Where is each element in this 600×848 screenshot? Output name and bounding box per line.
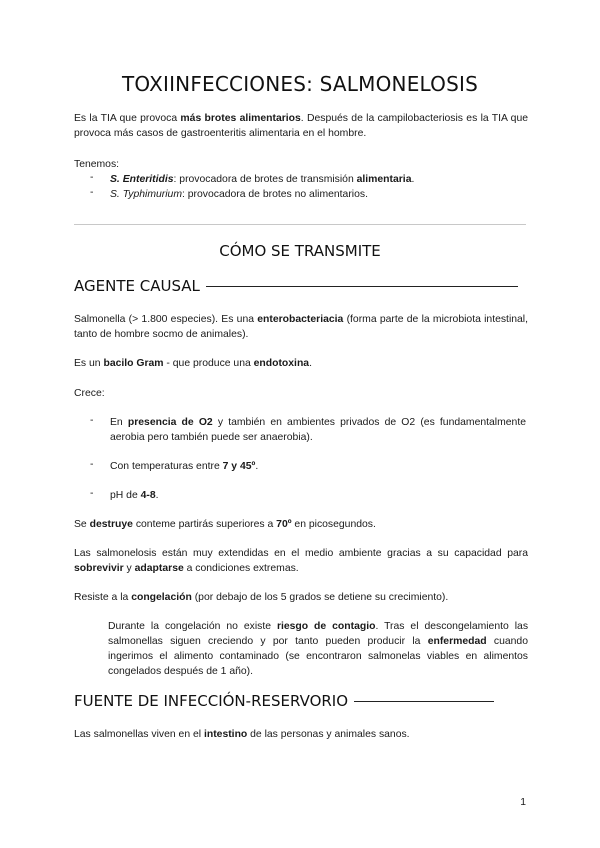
bold-text: alimentaria (356, 174, 412, 185)
text: . Después de la campilobacteriosis es la TIA que provoca más casos de gastroenteritis alimentaria en el hombre. (74, 113, 529, 139)
text: de las personas y animales sanos. (247, 729, 410, 740)
page-title: TOXIINFECCIONES: SALMONELOSIS (122, 72, 478, 96)
bullet-dash: - (90, 187, 94, 198)
bold-text: riesgo de contagio (276, 621, 376, 632)
species-name: S. Typhimurium (110, 189, 182, 200)
bold-text: presencia de O2 (127, 417, 213, 428)
agente-paragraph-3 (74, 517, 528, 532)
text: . (411, 174, 415, 185)
text: Salmonella (> 1.800 especies). Es una (74, 314, 258, 325)
heading-rule (206, 286, 518, 288)
tenemos-label: Tenemos: (74, 159, 120, 170)
text: En (110, 417, 128, 428)
text: Las salmonelosis están muy extendidas en el medio ambiente gracias a su capacidad para (74, 548, 528, 559)
bold-text: 4-8 (140, 490, 156, 501)
bullet-dash: - (90, 415, 94, 426)
heading-fuente-infeccion (74, 692, 534, 710)
list-item (0, 488, 600, 503)
bullet-dash: - (90, 172, 94, 183)
text: cuando ingerimos el alimento contaminado (se encontraron salmonelas viables en alimentos congelados después de 1 año). (108, 636, 528, 677)
text: Las salmonellas viven en el (74, 729, 204, 740)
text: : provocadora de brotes no alimentarios. (181, 189, 368, 200)
list-item (0, 415, 600, 445)
agente-paragraph-2 (74, 356, 528, 371)
text: (forma parte de la microbiota intestinal, tanto de hombre socmo de animales). (74, 314, 529, 340)
text: . (155, 490, 159, 501)
agente-indented-paragraph (108, 619, 528, 679)
crece-label: Crece: (74, 388, 105, 399)
bold-text: enfermedad (427, 636, 487, 647)
bold-text: intestino (203, 729, 248, 740)
species-name: S. Enteritidis (110, 174, 174, 185)
text: Se (74, 519, 90, 530)
bullet-dash: - (90, 488, 94, 499)
agente-paragraph-5 (74, 590, 528, 605)
text: . (309, 358, 312, 369)
heading-rule (354, 701, 494, 703)
bold-text: destruye (89, 519, 133, 530)
text: (por debajo de los 5 grados se detiene su crecimiento). (191, 592, 449, 603)
text: : provocadora de brotes de transmisión (173, 174, 357, 185)
intro-paragraph (74, 111, 528, 141)
bold-text: endotoxina (253, 358, 310, 369)
bold-text: 70º (276, 519, 292, 530)
page-number: 1 (520, 797, 526, 808)
text: - que produce una (163, 358, 254, 369)
divider (74, 224, 526, 225)
list-item (0, 187, 600, 202)
heading-text: FUENTE DE INFECCIÓN-RESERVORIO (74, 692, 349, 710)
bold-text: adaptarse (134, 563, 184, 574)
agente-paragraph-4 (74, 546, 528, 576)
text: Durante la congelación no existe (108, 621, 277, 632)
text: Con temperaturas entre (110, 461, 223, 472)
bullet-dash: - (90, 459, 94, 470)
bold-text: más brotes alimentarios (180, 113, 301, 124)
text: . Tras el descongelamiento las salmonellas siguen creciendo y por tanto pueden producir la (108, 621, 529, 647)
agente-paragraph-1 (74, 312, 528, 342)
list-item (0, 172, 600, 187)
list-item (0, 459, 600, 474)
section-title: CÓMO SE TRANSMITE (219, 242, 381, 260)
heading-agente-causal (74, 277, 534, 295)
text: y (123, 563, 135, 574)
text: pH de (110, 490, 141, 501)
bold-text: sobrevivir (74, 563, 124, 574)
text: conteme partirás superiores a (132, 519, 277, 530)
text: Resiste a la (74, 592, 132, 603)
bold-text: enterobacteriacia (257, 314, 344, 325)
bold-text: 7 y 45º (222, 461, 256, 472)
text: a condiciones extremas. (183, 563, 299, 574)
text: y también en ambientes privados de O2 (es fundamentalmente aerobia pero también puede ser anaerobia). (110, 417, 526, 443)
text: en picosegundos. (291, 519, 376, 530)
fuente-paragraph-1 (74, 727, 528, 742)
bold-text: congelación (131, 592, 192, 603)
heading-text: AGENTE CAUSAL (74, 277, 200, 295)
text: . (255, 461, 259, 472)
text: Es un (74, 358, 104, 369)
bold-text: bacilo Gram (103, 358, 164, 369)
text: Es la TIA que provoca (74, 113, 181, 124)
